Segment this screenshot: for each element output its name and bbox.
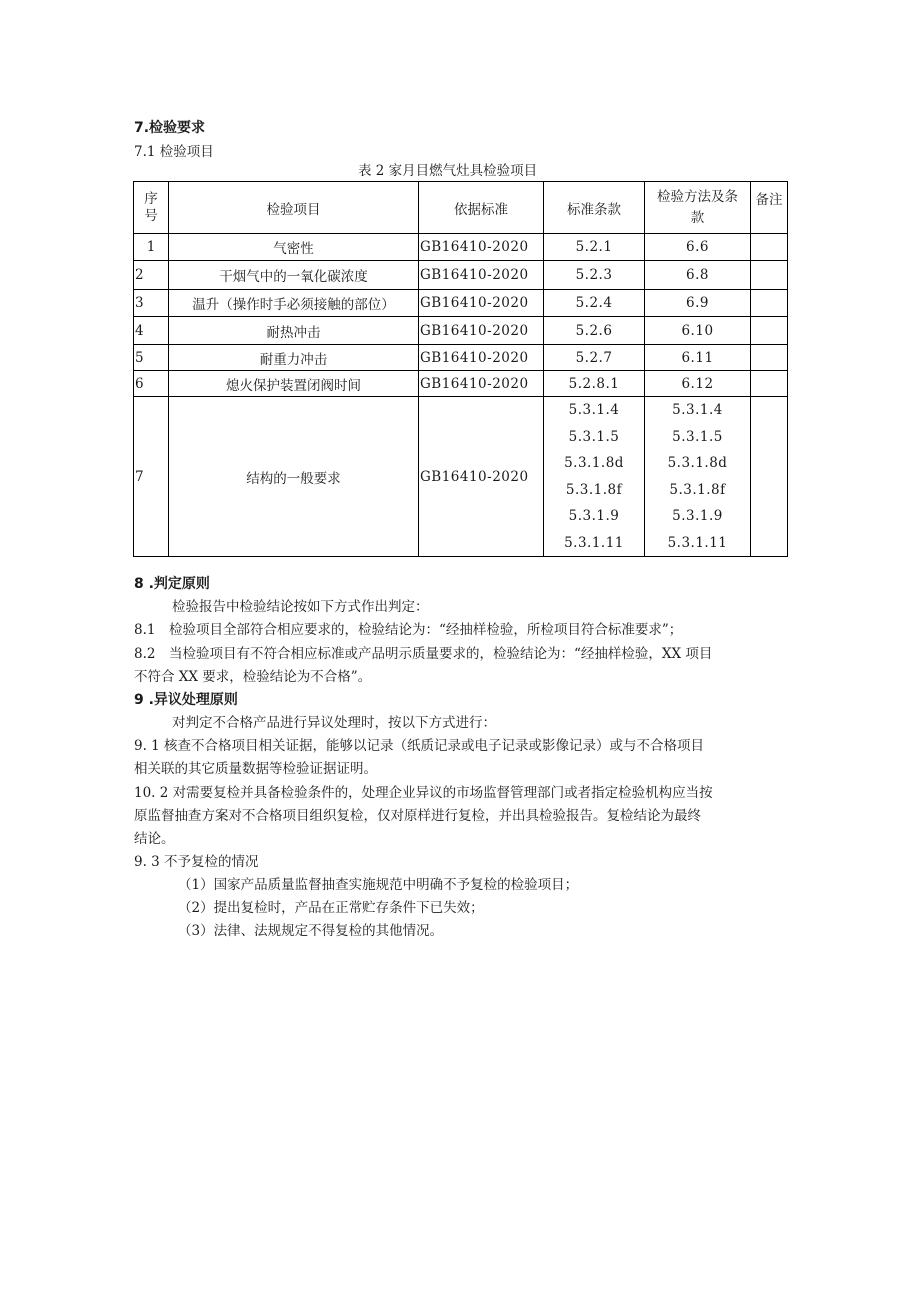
- table-row: [134, 317, 788, 345]
- row-no: 5: [134, 345, 169, 371]
- row-no: 2: [134, 261, 169, 290]
- clause-line: 5.3.1.8f: [565, 481, 623, 498]
- section-9-1-line1: 9. 1 核查不合格项目相关证据，能够以记录（纸质记录或电子记录或影像记录）或与不合格项目: [134, 738, 705, 754]
- clause-line: 5.3.1.11: [564, 534, 624, 551]
- clause-line: 5.3.1.8d: [564, 455, 624, 471]
- row-clause: 5.2.7: [544, 345, 645, 371]
- table-header-row: [134, 182, 788, 234]
- header-method: 检验方法及条 款: [645, 182, 751, 234]
- clause-line: 5.3.1.5: [568, 428, 620, 445]
- section-8-1: 8.1 检验项目全部符合相应要求的，检验结论为：“经抽样检验，所检项目符合标准要求”；: [134, 622, 683, 638]
- method-line: 5.3.1.4: [672, 402, 723, 418]
- row-clause: 5.2.4: [544, 290, 645, 317]
- row-standard: GB16410-2020: [419, 345, 544, 371]
- section-9-2-line1: 10. 2 对需要复检并具备检验条件的，处理企业异议的市场监督管理部门或者指定检验机构应当按: [134, 785, 713, 801]
- row-note: [751, 261, 788, 290]
- row-item: 干烟气中的一氧化碳浓度: [169, 261, 419, 290]
- row-no: 6: [134, 371, 169, 397]
- row-clause: 5.2.3: [544, 261, 645, 290]
- table-row: [134, 345, 788, 371]
- row-method: 6.11: [645, 345, 751, 371]
- row-method: 6.8: [645, 261, 751, 290]
- row-note: [751, 397, 788, 557]
- section-9-3: 9. 3 不予复检的情况: [134, 854, 259, 870]
- row-item: 耐热冲击: [169, 317, 419, 345]
- row-no: 1: [134, 234, 169, 261]
- row-method: 6.10: [645, 317, 751, 345]
- section-8-2-line2: 不符合 XX 要求，检验结论为不合格”。: [134, 669, 372, 685]
- row-note: [751, 234, 788, 261]
- row-method: 6.9: [645, 290, 751, 317]
- row-clause: [544, 397, 645, 557]
- table-row: [134, 261, 788, 290]
- clause-line: 5.3.1.4: [568, 402, 620, 418]
- row-item: 结构的一般要求: [169, 397, 419, 557]
- row-standard: GB16410-2020: [419, 317, 544, 345]
- method-line: 5.3.1.8f: [669, 481, 726, 498]
- section-9-intro: 对判定不合格产品进行异议处理时，按以下方式进行：: [172, 715, 496, 731]
- section-9-2-line3: 结论。: [134, 831, 175, 847]
- row-note: [751, 371, 788, 397]
- section-7-title: 7.检验要求: [134, 120, 206, 136]
- section-7-1-subtitle: 7.1 检验项目: [134, 144, 214, 160]
- inspection-items-table: [133, 181, 788, 557]
- row-item: 耐重力冲击: [169, 345, 419, 371]
- header-item: 检验项目: [169, 182, 419, 234]
- row-method: 6.6: [645, 234, 751, 261]
- row-standard: GB16410-2020: [419, 371, 544, 397]
- row-note: [751, 317, 788, 345]
- header-clause: 标准条款: [544, 182, 645, 234]
- row-note: [751, 290, 788, 317]
- row-method: [645, 397, 751, 557]
- section-9-1-line2: 相关联的其它质量数据等检验证据证明。: [134, 761, 377, 777]
- row-method: 6.12: [645, 371, 751, 397]
- header-note: 备注: [751, 182, 788, 234]
- clause-line: 5.3.1.9: [568, 508, 620, 524]
- row-standard: GB16410-2020: [419, 290, 544, 317]
- table-row: [134, 397, 788, 557]
- row-standard: GB16410-2020: [419, 261, 544, 290]
- row-clause: 5.2.1: [544, 234, 645, 261]
- row-clause: 5.2.6: [544, 317, 645, 345]
- section-8-intro: 检验报告中检验结论按如下方式作出判定：: [172, 599, 429, 615]
- row-note: [751, 345, 788, 371]
- method-line: 5.3.1.11: [667, 534, 728, 551]
- row-standard: GB16410-2020: [419, 234, 544, 261]
- section-9-3-item-3: （3）法律、法规规定不得复检的其他情况。: [178, 923, 444, 939]
- method-line: 5.3.1.5: [672, 428, 723, 445]
- table-row: [134, 290, 788, 317]
- row-standard: GB16410-2020: [419, 397, 544, 557]
- section-9-2-line2: 原监督抽查方案对不合格项目组织复检，仅对原样进行复检，并出具检验报告。复检结论为最终: [134, 808, 701, 824]
- section-9-title: 9 .异议处理原则: [134, 692, 238, 708]
- row-no: 4: [134, 317, 169, 345]
- method-line: 5.3.1.9: [672, 508, 723, 524]
- table-row: [134, 371, 788, 397]
- row-clause: 5.2.8.1: [544, 371, 645, 397]
- section-9-3-item-1: （1）国家产品质量监督抽查实施规范中明确不予复检的检验项目；: [178, 877, 579, 893]
- row-item: 熄火保护装置闭阀时间: [169, 371, 419, 397]
- table-caption: 表 2 家月目燃气灶具检验项目: [358, 163, 538, 179]
- section-9-3-item-2: （2）提出复检时，产品在正常贮存条件下已失效；: [178, 900, 484, 916]
- header-standard: 依据标准: [419, 182, 544, 234]
- method-line: 5.3.1.8d: [667, 455, 728, 471]
- row-item: 温升（操作时手必须接触的部位）: [169, 290, 419, 317]
- row-no: 7: [134, 397, 169, 557]
- row-no: 3: [134, 290, 169, 317]
- table-row: [134, 234, 788, 261]
- header-seq: 序 号: [134, 182, 169, 234]
- section-8-title: 8 .判定原则: [134, 576, 210, 592]
- row-item: 气密性: [169, 234, 419, 261]
- section-8-2-line1: 8.2 当检验项目有不符合相应标准或产品明示质量要求的，检验结论为：“经抽样检验，XX 项目: [134, 646, 713, 662]
